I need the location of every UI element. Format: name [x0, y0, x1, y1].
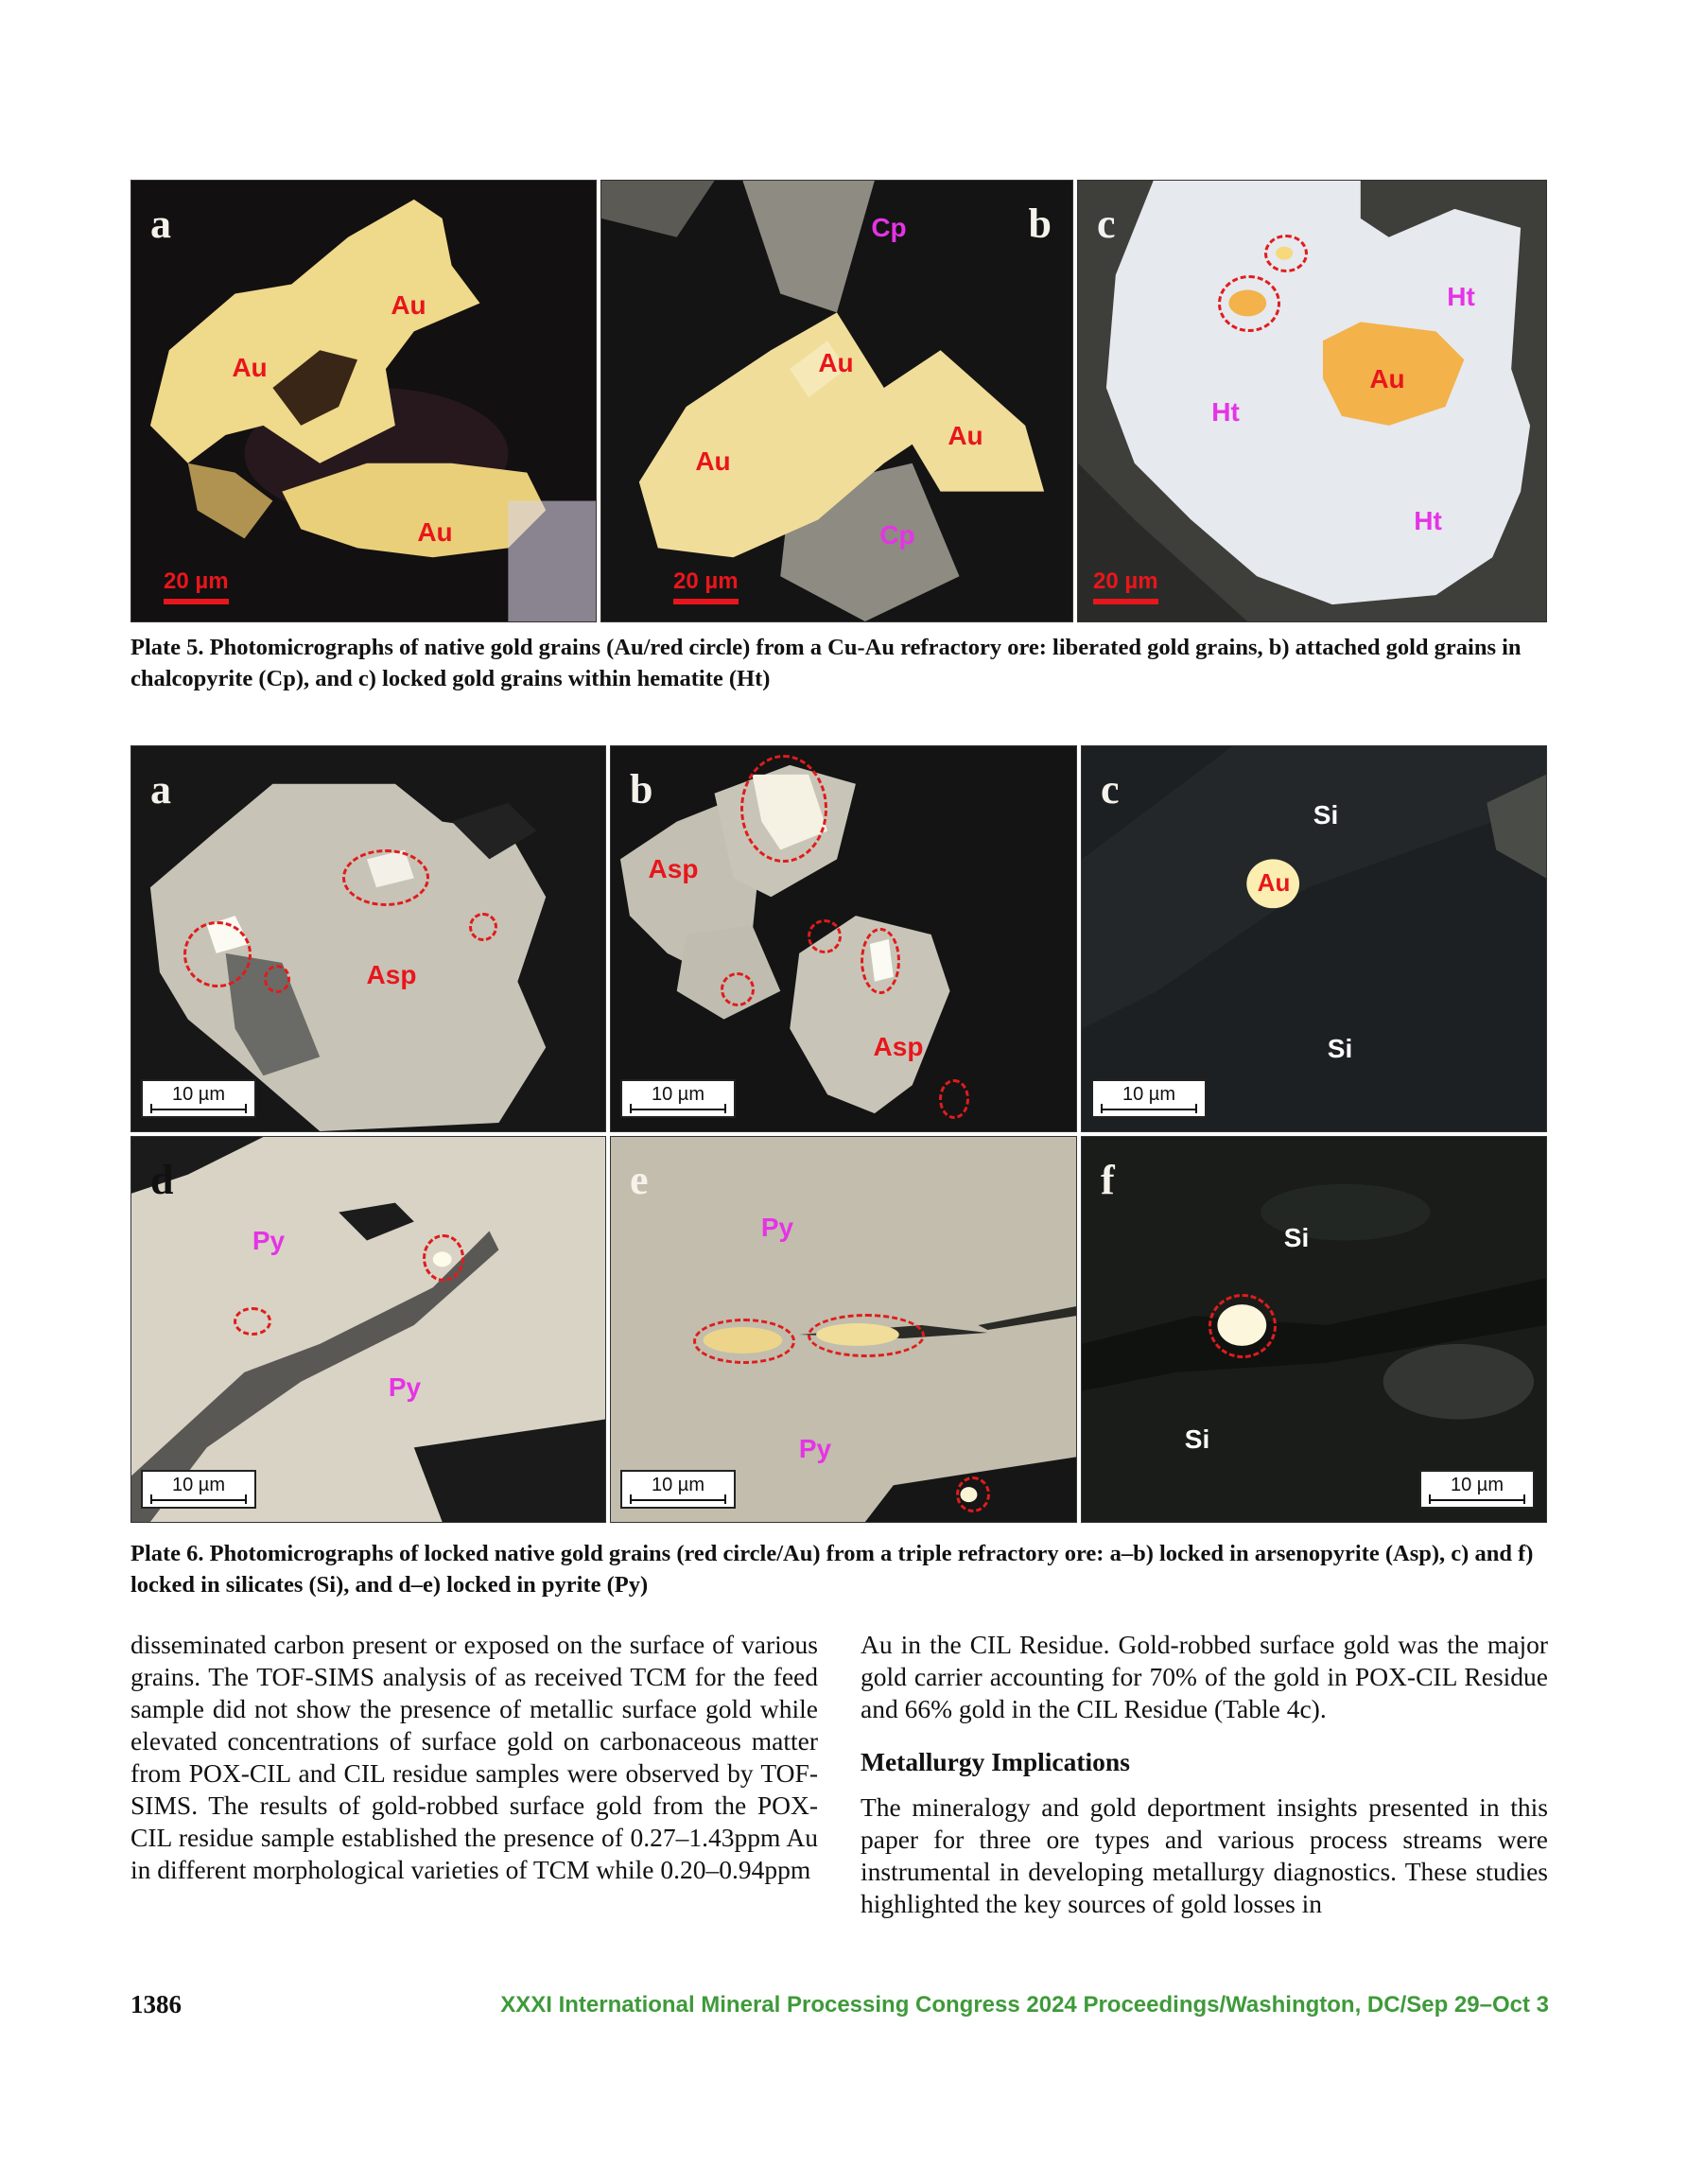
gold-grain-circle: [423, 1234, 464, 1282]
page-footer: [130, 1990, 1549, 2022]
chalcopyrite-label: Cp: [871, 213, 907, 242]
silicate-label: Si: [1283, 1223, 1310, 1252]
gold-label: Au: [232, 353, 268, 382]
body-paragraph: Au in the CIL Residue. Gold-robbed surface gold was the major gold carrier accounting for 70% of the gold in POX-CIL Residue and 66% gold in the CIL Residue (Table 4c).: [861, 1630, 1548, 1723]
plate-5-caption: Plate 5. Photomicrographs of native gold grains (Au/red circle) from a Cu-Au refractory ore: liberated gold grains, b) attached gold grains in chalcopyrite (Cp), and c) locked gold grains within hematite (Ht): [130, 635, 1522, 691]
running-title: XXXI International Mineral Processing Congress 2024 Proceedings/Washington, DC/Sep 29–Oct 3: [500, 1992, 1549, 2018]
scale-bar-label: 20 µm: [164, 568, 229, 594]
panel-letter: e: [630, 1157, 649, 1203]
plate6-panel-f-micrograph: [1082, 1137, 1546, 1522]
gold-grain-circle: [808, 919, 842, 953]
gold-grain-circle: [264, 965, 290, 993]
scale-bar-label: 10 µm: [172, 1475, 225, 1495]
pyrite-label: Py: [760, 1213, 794, 1242]
gold-label: Au: [1369, 364, 1405, 393]
pyrite-label: Py: [252, 1226, 286, 1255]
plate6-panel-e: [610, 1136, 1077, 1523]
scale-bar: [141, 1470, 256, 1509]
gold-label: Au: [818, 348, 854, 377]
gold-grain-circle: [808, 1314, 925, 1357]
gold-label: Au: [948, 421, 983, 450]
gold-label: Au: [1257, 868, 1291, 897]
hematite-label: Ht: [1211, 397, 1240, 427]
body-paragraph: The mineralogy and gold deportment insights presented in this paper for three ore types and various process streams were instrumental in developing metallurgy diagnostics. These studies highlighted the key sources of gold losses in: [861, 1792, 1548, 1918]
gold-grain-circle: [693, 1319, 795, 1364]
gold-label: Au: [417, 517, 453, 547]
panel-letter: f: [1101, 1157, 1115, 1203]
hematite-label: Ht: [1447, 282, 1475, 311]
plate6-panel-d: [130, 1136, 606, 1523]
gold-grain-circle: [234, 1307, 271, 1336]
plate5-panel-c: [1077, 180, 1547, 622]
plate6-panel-c: [1081, 745, 1547, 1132]
panel-letter: b: [630, 766, 653, 812]
scale-bar: [668, 565, 744, 608]
pyrite-label: Py: [388, 1372, 422, 1402]
scale-bar-label: 10 µm: [652, 1084, 704, 1105]
gold-grain-circle: [939, 1079, 969, 1119]
gold-grain-circle: [1209, 1294, 1277, 1358]
plate5-panel-b: [600, 180, 1073, 622]
plate5-panel-a-micrograph: [131, 181, 596, 621]
gold-grain-circle: [183, 921, 252, 987]
scale-bar: [620, 1470, 736, 1509]
scale-bar: [158, 565, 235, 608]
gold-label: Au: [695, 446, 731, 476]
silicate-label: Si: [1313, 800, 1339, 830]
scale-bar: [141, 1079, 256, 1118]
right-column: [861, 1629, 1548, 1920]
gold-grain-circle: [740, 755, 827, 863]
plate6-panel-b: [610, 745, 1077, 1132]
panel-letter: c: [1097, 201, 1116, 247]
section-heading: Metallurgy Implications: [861, 1747, 1130, 1776]
plate-6-caption: Plate 6. Photomicrographs of locked native gold grains (red circle/Au) from a triple refractory ore: a–b) locked in arsenopyrite (Asp), c) and f) locked in silicates (Si), and d–e) locked in pyrite (Py): [130, 1541, 1534, 1598]
scale-bar-label: 20 µm: [673, 568, 739, 594]
scale-bar-label: 10 µm: [1451, 1475, 1504, 1495]
panel-letter: b: [1028, 201, 1052, 247]
scale-bar-label: 10 µm: [172, 1084, 225, 1105]
panel-letter: a: [150, 201, 171, 247]
silicate-label: Si: [1327, 1034, 1353, 1063]
gold-grain-circle: [1264, 235, 1308, 272]
gold-grain-circle: [721, 972, 755, 1006]
plate5-panel-c-micrograph: [1078, 181, 1546, 621]
body-paragraph: disseminated carbon present or exposed on the surface of various grains. The TOF-SIMS analysis of as received TCM for the feed sample did not show the presence of metallic surface gold while elevated concentrations of surface gold on carbonaceous matter from POX-CIL and CIL residue samples were observed by TOF-SIMS. The results of gold-robbed surface gold from the POX-CIL residue sample established the presence of 0.27–1.43ppm Au in different morphological varieties of TCM while 0.20–0.94ppm: [130, 1630, 818, 1884]
gold-grain-circle: [861, 928, 900, 994]
scale-bar: [620, 1079, 736, 1118]
plate6-panel-a: [130, 745, 606, 1132]
scale-bar: [1419, 1470, 1535, 1509]
scale-bar: [1091, 1079, 1207, 1118]
panel-letter: d: [150, 1157, 174, 1203]
plate5-panel-a: [130, 180, 597, 622]
gold-grain-circle: [956, 1476, 990, 1512]
hematite-label: Ht: [1414, 506, 1442, 535]
plate6-panel-b-micrograph: [611, 746, 1076, 1131]
silicate-label: Si: [1184, 1424, 1210, 1454]
gold-grain-circle: [1218, 275, 1280, 332]
pyrite-label: Py: [798, 1434, 832, 1463]
gold-label: Au: [391, 290, 426, 320]
scale-bar-label: 10 µm: [652, 1475, 704, 1495]
panel-letter: c: [1101, 766, 1120, 812]
plate-5-figure: [130, 180, 1547, 622]
chalcopyrite-label: Cp: [879, 520, 915, 550]
plate5-panel-b-micrograph: [601, 181, 1072, 621]
panel-letter: a: [150, 766, 171, 812]
left-column: [130, 1629, 818, 1886]
gold-grain-circle: [469, 913, 497, 941]
gold-grain-circle: [342, 849, 429, 906]
scale-bar: [1087, 565, 1164, 608]
plate6-panel-f: [1081, 1136, 1547, 1523]
arsenopyrite-label: Asp: [648, 854, 699, 883]
plate-6-figure: [130, 745, 1547, 1523]
page-number: 1386: [130, 1990, 182, 2018]
arsenopyrite-label: Asp: [873, 1032, 924, 1061]
scale-bar-label: 20 µm: [1093, 568, 1158, 594]
scale-bar-label: 10 µm: [1122, 1084, 1175, 1105]
arsenopyrite-label: Asp: [366, 960, 417, 989]
plate6-panel-d-micrograph: [131, 1137, 605, 1522]
